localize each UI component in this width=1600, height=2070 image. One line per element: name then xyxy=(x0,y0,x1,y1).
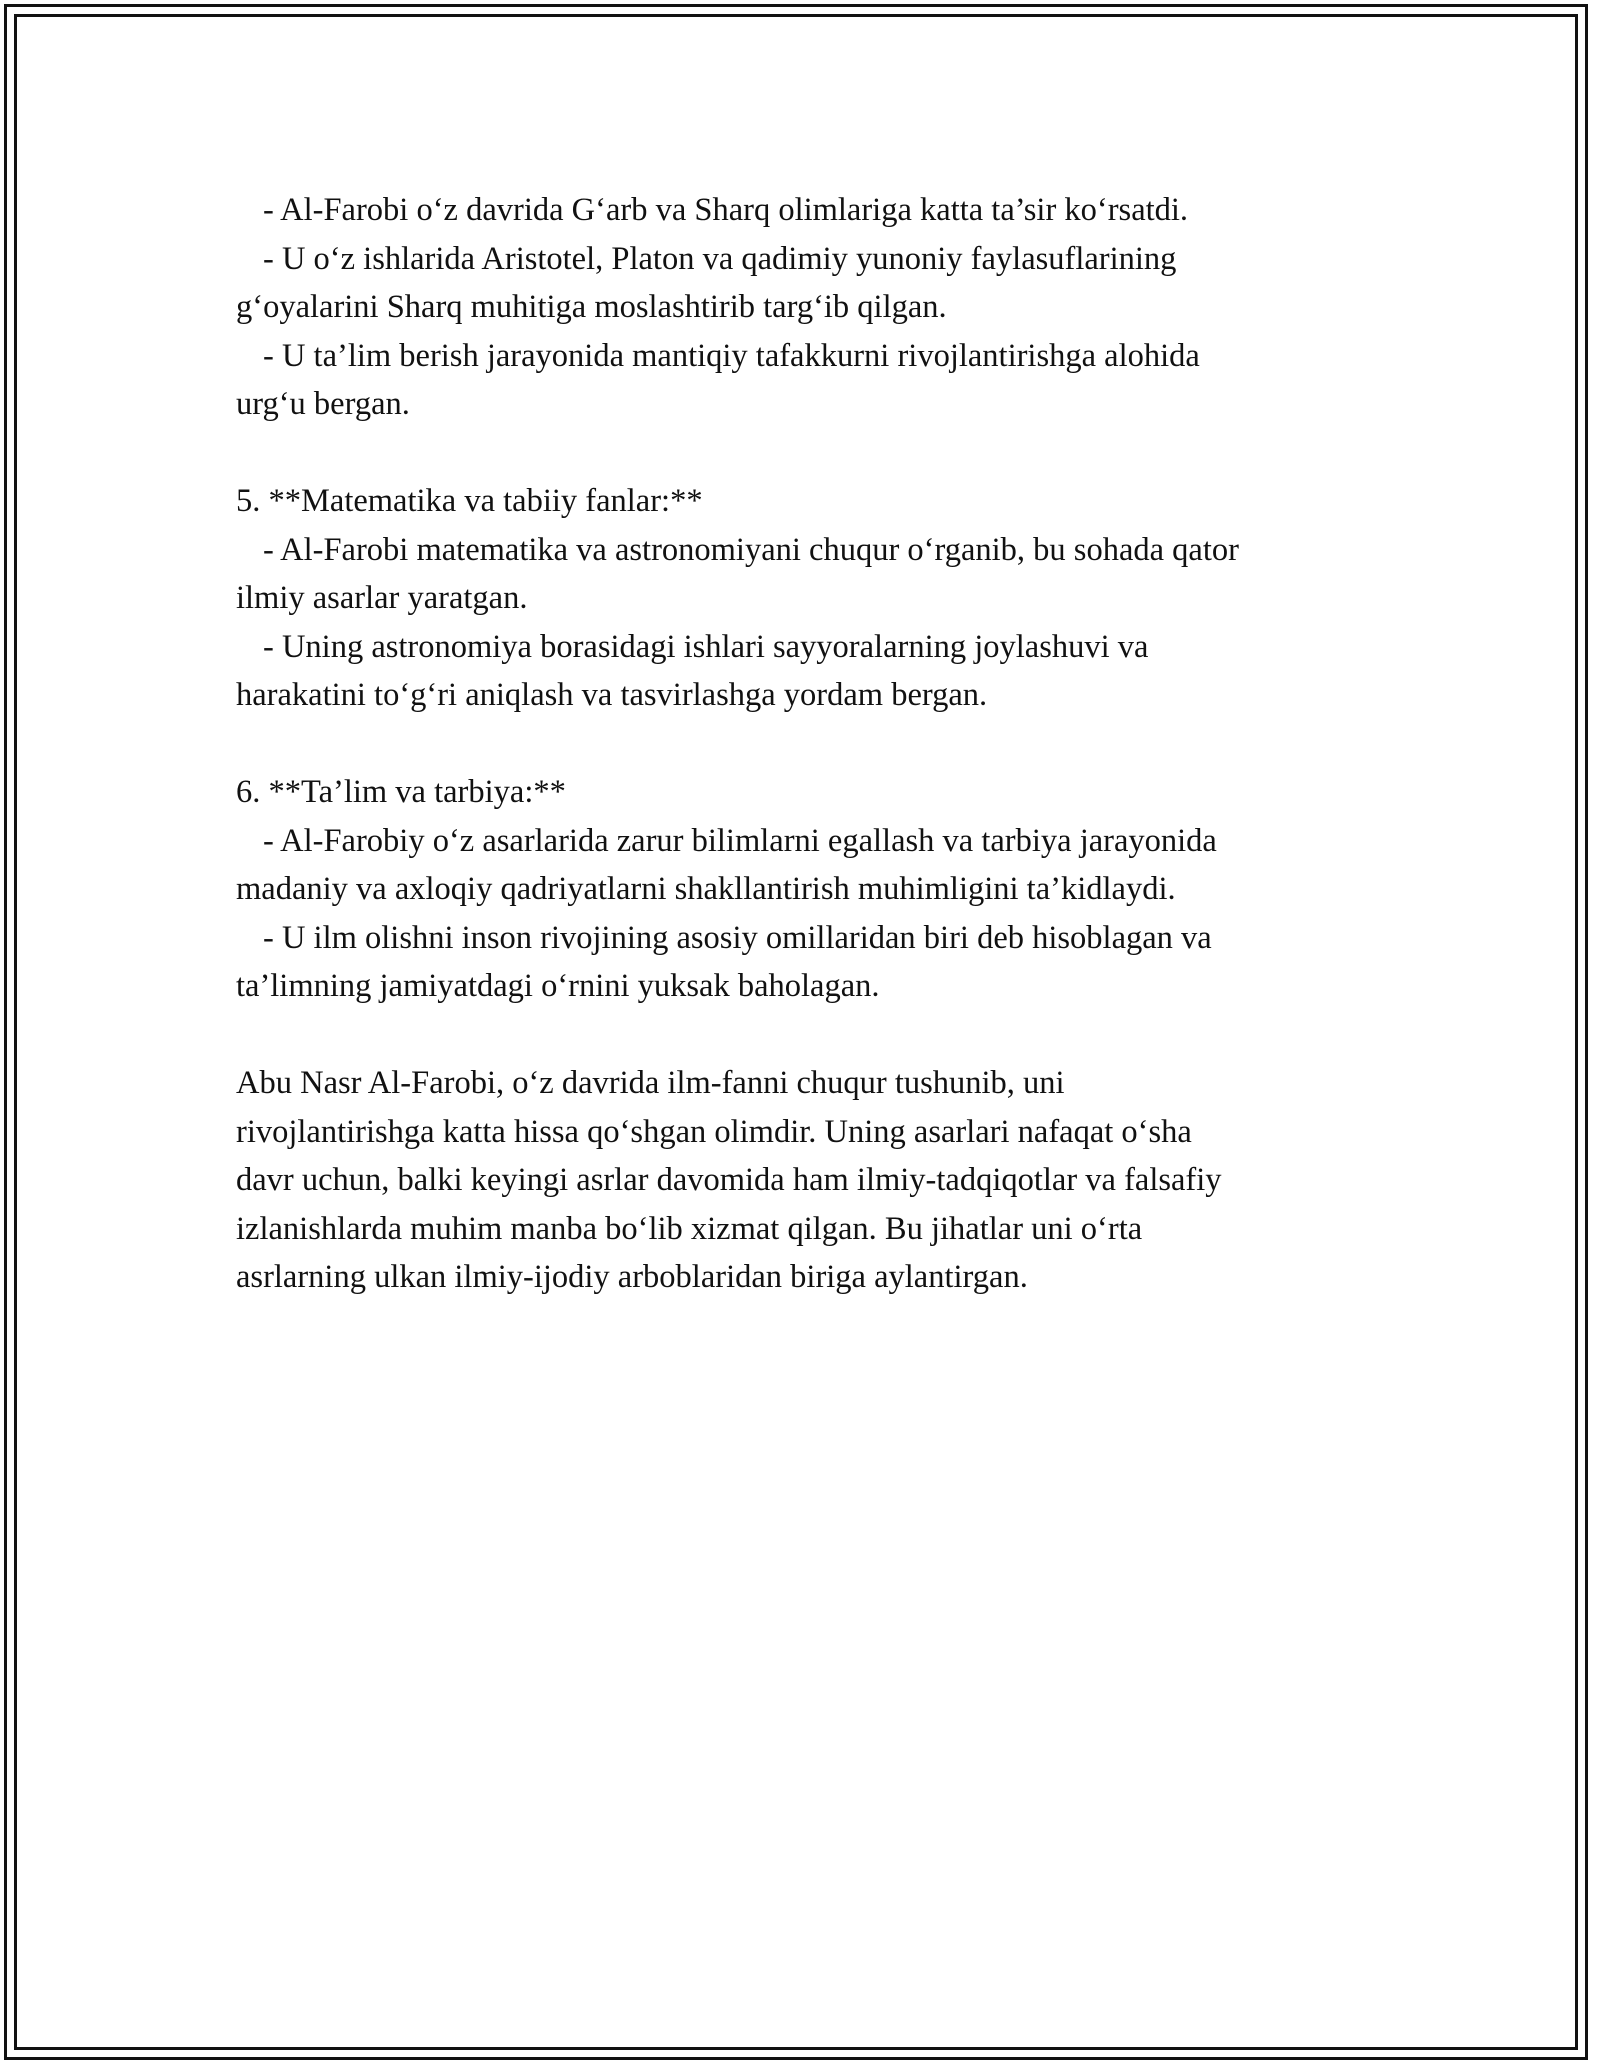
conclusion-line-2: rivojlantirishga katta hissa qo‘shgan olimdir. Uning asarlari nafaqat o‘sha xyxy=(236,1113,1192,1150)
paragraph-spacer xyxy=(236,429,1396,478)
conclusion-line-1: Abu Nasr Al-Farobi, o‘z davrida ilm-fanni chuqur tushunib, uni xyxy=(236,1065,1065,1101)
section-4-bullet-3-line-1: - U ta’lim berish jarayonida mantiqiy tafakkurni rivojlantirishga alohida xyxy=(263,337,1200,374)
section-5-bullet-2-line-1: - Uning astronomiya borasidagi ishlari sayyoralarning joylashuvi va xyxy=(263,628,1149,665)
section-4-bullet-1: - Al-Farobi o‘z davrida G‘arb va Sharq olimlariga katta ta’sir ko‘rsatdi. xyxy=(263,192,1189,228)
section-5-bullet-2-line-2: harakatini to‘g‘ri aniqlash va tasvirlashga yordam bergan. xyxy=(236,677,988,713)
section-5-bullet-1-line-1: - Al-Farobi matematika va astronomiyani chuqur o‘rganib, bu sohada qator xyxy=(263,531,1239,568)
section-5-bullet-1-line-2: ilmiy asarlar yaratgan. xyxy=(236,580,528,616)
section-6-bullet-1-line-1: - Al-Farobiy o‘z asarlarida zarur bilimlarni egallash va tarbiya jarayonida xyxy=(263,822,1217,859)
section-4-bullet-2-line-2: g‘oyalarini Sharq muhitiga moslashtirib targ‘ib qilgan. xyxy=(236,289,947,325)
section-6 xyxy=(236,768,1396,1011)
section-4-bullet-2-line-1: - U o‘z ishlarida Aristotel, Platon va qadimiy yunoniy faylasuflarining xyxy=(263,240,1177,277)
document-body xyxy=(236,186,1396,1302)
section-5-heading: 5. **Matematika va tabiiy fanlar:** xyxy=(236,483,703,519)
paragraph-spacer xyxy=(236,1011,1396,1060)
conclusion-paragraph xyxy=(236,1059,1396,1302)
section-4-continuation xyxy=(236,186,1396,429)
section-6-bullet-1-line-2: madaniy va axloqiy qadriyatlarni shakllantirish muhimligini ta’kidlaydi. xyxy=(236,871,1176,907)
conclusion-line-3: davr uchun, balki keyingi asrlar davomida ham ilmiy-tadqiqotlar va falsafiy xyxy=(236,1162,1222,1198)
paragraph-spacer xyxy=(236,720,1396,769)
conclusion-line-5: asrlarning ulkan ilmiy-ijodiy arboblaridan biriga aylantirgan. xyxy=(236,1259,1028,1295)
section-6-bullet-2-line-1: - U ilm olishni inson rivojining asosiy omillaridan biri deb hisoblagan va xyxy=(263,919,1212,956)
conclusion-line-4: izlanishlarda muhim manba bo‘lib xizmat qilgan. Bu jihatlar uni o‘rta xyxy=(236,1210,1143,1247)
section-6-bullet-2-line-2: ta’limning jamiyatdagi o‘rnini yuksak baholagan. xyxy=(236,968,880,1004)
section-6-heading: 6. **Ta’lim va tarbiya:** xyxy=(236,774,566,810)
section-4-bullet-3-line-2: urg‘u bergan. xyxy=(236,386,410,422)
section-5 xyxy=(236,477,1396,720)
